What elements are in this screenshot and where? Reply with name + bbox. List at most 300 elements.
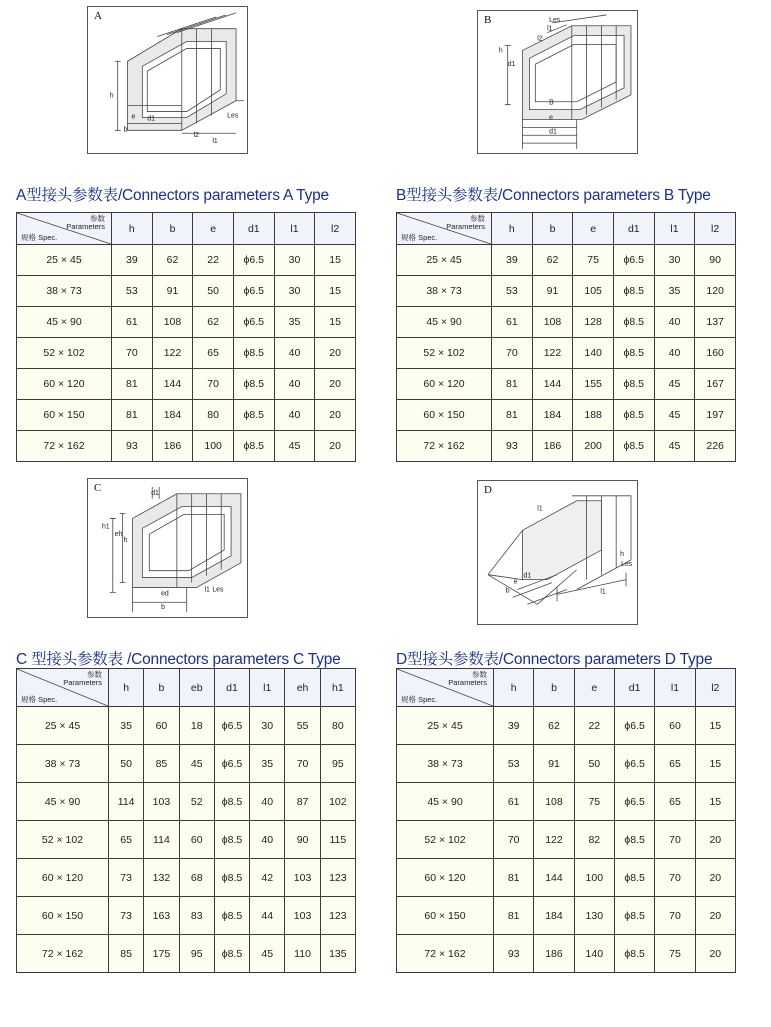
cell: 18 bbox=[179, 707, 214, 745]
cell: 62 bbox=[534, 707, 574, 745]
cell: 15 bbox=[695, 783, 735, 821]
cell: 50 bbox=[109, 745, 144, 783]
cell: 45 bbox=[654, 369, 695, 400]
cell: 81 bbox=[112, 369, 153, 400]
col-header: eb bbox=[179, 669, 214, 707]
col-header: l2 bbox=[695, 213, 736, 245]
corner-bottom: 规格 Spec. bbox=[401, 695, 438, 704]
table-row bbox=[17, 783, 356, 821]
cell: 52 bbox=[179, 783, 214, 821]
cell: 70 bbox=[193, 369, 234, 400]
cell: 80 bbox=[193, 400, 234, 431]
cell: 75 bbox=[574, 783, 614, 821]
cell: ϕ8.5 bbox=[214, 821, 249, 859]
dim-label-l1: l1 bbox=[547, 25, 553, 33]
cell: 65 bbox=[655, 745, 695, 783]
dim-label-b: b bbox=[505, 587, 510, 595]
cell: 20 bbox=[695, 859, 735, 897]
dim-label-h: h bbox=[123, 537, 128, 545]
corner-top2: Parameters bbox=[446, 222, 485, 231]
table-row bbox=[17, 307, 356, 338]
cell: 200 bbox=[573, 431, 614, 462]
table-row bbox=[397, 245, 736, 276]
cell: 80 bbox=[320, 707, 355, 745]
cell: 100 bbox=[574, 859, 614, 897]
cell: 45 × 90 bbox=[17, 307, 112, 338]
cell: 15 bbox=[315, 245, 356, 276]
col-header: h1 bbox=[320, 669, 355, 707]
cell: ϕ6.5 bbox=[614, 707, 654, 745]
corner-header bbox=[17, 213, 112, 245]
cell: ϕ6.5 bbox=[614, 783, 654, 821]
diagram-letter-d: D bbox=[484, 484, 492, 496]
cell: 22 bbox=[574, 707, 614, 745]
cell: 60 × 120 bbox=[397, 369, 492, 400]
cell: 108 bbox=[534, 783, 574, 821]
dim-label-e: e bbox=[131, 113, 136, 121]
cell: 91 bbox=[152, 276, 193, 307]
col-header: d1 bbox=[614, 669, 654, 707]
cell: 72 × 162 bbox=[17, 431, 112, 462]
col-header: l1 bbox=[274, 213, 315, 245]
cell: 38 × 73 bbox=[397, 745, 494, 783]
cell: 62 bbox=[152, 245, 193, 276]
connector-diagram-c bbox=[87, 478, 248, 618]
cell: 35 bbox=[250, 745, 285, 783]
cell: 226 bbox=[695, 431, 736, 462]
cell: 103 bbox=[285, 859, 320, 897]
cell: 60 × 150 bbox=[17, 897, 109, 935]
cell: 186 bbox=[152, 431, 193, 462]
cell: 45 bbox=[274, 431, 315, 462]
table-row bbox=[17, 400, 356, 431]
cell: 122 bbox=[152, 338, 193, 369]
cell: 15 bbox=[315, 307, 356, 338]
dim-label-d: d1 bbox=[549, 128, 557, 136]
dim-label-ed: ed bbox=[161, 590, 169, 598]
cell: 45 × 90 bbox=[17, 783, 109, 821]
col-header: l1 bbox=[250, 669, 285, 707]
connector-b-drawing bbox=[478, 11, 637, 153]
cell: 62 bbox=[193, 307, 234, 338]
table-a bbox=[16, 212, 356, 462]
table-row bbox=[397, 400, 736, 431]
corner-header bbox=[397, 213, 492, 245]
cell: 45 bbox=[179, 745, 214, 783]
cell: 60 bbox=[655, 707, 695, 745]
cell: 40 bbox=[274, 369, 315, 400]
cell: 81 bbox=[494, 897, 534, 935]
cell: 82 bbox=[574, 821, 614, 859]
corner-bottom: 规格 Spec. bbox=[21, 695, 58, 704]
cell: ϕ8.5 bbox=[614, 897, 654, 935]
cell: 44 bbox=[250, 897, 285, 935]
cell: 197 bbox=[695, 400, 736, 431]
table-row bbox=[17, 821, 356, 859]
col-header: h bbox=[492, 213, 533, 245]
col-header: e bbox=[573, 213, 614, 245]
cell: 60 × 150 bbox=[397, 897, 494, 935]
cell: ϕ8.5 bbox=[614, 935, 654, 973]
cell: ϕ8.5 bbox=[233, 400, 274, 431]
cell: 15 bbox=[695, 707, 735, 745]
table-row bbox=[17, 276, 356, 307]
cell: 40 bbox=[274, 400, 315, 431]
cell: 70 bbox=[112, 338, 153, 369]
cell: 110 bbox=[285, 935, 320, 973]
cell: ϕ6.5 bbox=[233, 307, 274, 338]
dim-label-l: l1 bbox=[600, 588, 606, 596]
dim-label-l1: l1 bbox=[204, 586, 210, 594]
cell: 144 bbox=[152, 369, 193, 400]
cell: 140 bbox=[573, 338, 614, 369]
cell: 72 × 162 bbox=[397, 431, 492, 462]
col-header: d1 bbox=[214, 669, 249, 707]
cell: 75 bbox=[655, 935, 695, 973]
cell: 135 bbox=[320, 935, 355, 973]
dim-label-h: h bbox=[109, 92, 114, 100]
cell: ϕ8.5 bbox=[233, 369, 274, 400]
cell: 15 bbox=[315, 276, 356, 307]
cell: 186 bbox=[534, 935, 574, 973]
cell: ϕ6.5 bbox=[233, 245, 274, 276]
cell: 61 bbox=[494, 783, 534, 821]
cell: 20 bbox=[315, 431, 356, 462]
cell: 184 bbox=[532, 400, 573, 431]
connector-diagram-b bbox=[477, 10, 638, 154]
cell: 60 × 120 bbox=[17, 369, 112, 400]
cell: 70 bbox=[285, 745, 320, 783]
cell: ϕ6.5 bbox=[613, 245, 654, 276]
cell: ϕ8.5 bbox=[613, 369, 654, 400]
cell: 186 bbox=[532, 431, 573, 462]
cell: ϕ8.5 bbox=[233, 338, 274, 369]
dim-label-e: e bbox=[549, 114, 553, 122]
cell: 163 bbox=[144, 897, 179, 935]
connector-diagram-d bbox=[477, 480, 638, 625]
cell: 15 bbox=[695, 745, 735, 783]
cell: 65 bbox=[109, 821, 144, 859]
table-a-title: A型接头参数表/Connectors parameters A Type bbox=[16, 187, 329, 204]
cell: 91 bbox=[532, 276, 573, 307]
cell: 108 bbox=[532, 307, 573, 338]
cell: 70 bbox=[655, 821, 695, 859]
cell: 122 bbox=[534, 821, 574, 859]
cell: 45 bbox=[654, 431, 695, 462]
cell: 35 bbox=[654, 276, 695, 307]
cell: 72 × 162 bbox=[397, 935, 494, 973]
cell: 72 × 162 bbox=[17, 935, 109, 973]
cell: 52 × 102 bbox=[17, 338, 112, 369]
cell: 122 bbox=[532, 338, 573, 369]
table-row bbox=[397, 431, 736, 462]
connector-d-drawing bbox=[478, 481, 637, 624]
dim-label-les: Les bbox=[621, 560, 633, 568]
table-row bbox=[397, 935, 736, 973]
cell: 65 bbox=[655, 783, 695, 821]
dim-label-les: Les bbox=[549, 16, 561, 24]
col-header: b bbox=[152, 213, 193, 245]
cell: 40 bbox=[654, 338, 695, 369]
cell: 39 bbox=[112, 245, 153, 276]
cell: 70 bbox=[494, 821, 534, 859]
cell: 95 bbox=[179, 935, 214, 973]
cell: 38 × 73 bbox=[17, 745, 109, 783]
corner-top2: Parameters bbox=[63, 678, 102, 687]
cell: 144 bbox=[532, 369, 573, 400]
cell: 22 bbox=[193, 245, 234, 276]
connector-a-drawing bbox=[88, 7, 247, 153]
cell: 114 bbox=[144, 821, 179, 859]
cell: 81 bbox=[112, 400, 153, 431]
cell: ϕ8.5 bbox=[613, 431, 654, 462]
cell: 81 bbox=[492, 369, 533, 400]
cell: ϕ8.5 bbox=[614, 821, 654, 859]
cell: 45 × 90 bbox=[397, 783, 494, 821]
cell: 103 bbox=[285, 897, 320, 935]
table-row bbox=[397, 859, 736, 897]
cell: 25 × 45 bbox=[397, 245, 492, 276]
cell: 83 bbox=[179, 897, 214, 935]
col-header: e bbox=[574, 669, 614, 707]
cell: 175 bbox=[144, 935, 179, 973]
table-row bbox=[397, 338, 736, 369]
table-b bbox=[396, 212, 736, 462]
cell: 81 bbox=[494, 859, 534, 897]
connector-diagram-a bbox=[87, 6, 248, 154]
cell: 73 bbox=[109, 897, 144, 935]
cell: 60 bbox=[144, 707, 179, 745]
corner-header bbox=[17, 669, 109, 707]
cell: 38 × 73 bbox=[397, 276, 492, 307]
col-header: b bbox=[532, 213, 573, 245]
dim-label-les: Les bbox=[227, 112, 239, 120]
cell: 140 bbox=[574, 935, 614, 973]
cell: 50 bbox=[193, 276, 234, 307]
cell: 45 bbox=[250, 935, 285, 973]
cell: 90 bbox=[285, 821, 320, 859]
dim-label-b: b bbox=[161, 604, 165, 612]
cell: 70 bbox=[492, 338, 533, 369]
cell: 52 × 102 bbox=[397, 821, 494, 859]
dim-label-d1: d1 bbox=[523, 572, 532, 580]
table-d-title: D型接头参数表/Connectors parameters D Type bbox=[396, 651, 713, 668]
cell: 132 bbox=[144, 859, 179, 897]
cell: 55 bbox=[285, 707, 320, 745]
cell: ϕ6.5 bbox=[214, 745, 249, 783]
cell: 30 bbox=[250, 707, 285, 745]
table-row bbox=[397, 307, 736, 338]
diagram-letter-c: C bbox=[94, 482, 102, 494]
cell: 167 bbox=[695, 369, 736, 400]
corner-top1: 参数 bbox=[90, 214, 105, 223]
cell: 87 bbox=[285, 783, 320, 821]
col-header: eh bbox=[285, 669, 320, 707]
cell: 103 bbox=[144, 783, 179, 821]
cell: 184 bbox=[152, 400, 193, 431]
dim-label-d1: d1 bbox=[151, 489, 159, 497]
cell: 81 bbox=[492, 400, 533, 431]
dim-label-eh: eh bbox=[114, 531, 123, 539]
cell: 40 bbox=[250, 783, 285, 821]
cell: 53 bbox=[112, 276, 153, 307]
col-header: e bbox=[193, 213, 234, 245]
table-row bbox=[397, 369, 736, 400]
table-row bbox=[17, 431, 356, 462]
cell: 120 bbox=[695, 276, 736, 307]
cell: 50 bbox=[574, 745, 614, 783]
cell: 108 bbox=[152, 307, 193, 338]
cell: 62 bbox=[532, 245, 573, 276]
cell: 40 bbox=[250, 821, 285, 859]
col-header: d1 bbox=[613, 213, 654, 245]
table-row bbox=[17, 745, 356, 783]
table-row bbox=[397, 783, 736, 821]
cell: 184 bbox=[534, 897, 574, 935]
cell: ϕ8.5 bbox=[233, 431, 274, 462]
cell: 115 bbox=[320, 821, 355, 859]
col-header: b bbox=[534, 669, 574, 707]
cell: 130 bbox=[574, 897, 614, 935]
cell: 53 bbox=[492, 276, 533, 307]
table-row bbox=[397, 707, 736, 745]
col-header: l2 bbox=[315, 213, 356, 245]
cell: 68 bbox=[179, 859, 214, 897]
cell: 30 bbox=[274, 276, 315, 307]
corner-top2: Parameters bbox=[66, 222, 105, 231]
cell: 20 bbox=[315, 369, 356, 400]
cell: 25 × 45 bbox=[397, 707, 494, 745]
dim-label-h: h bbox=[498, 47, 503, 55]
cell: 52 × 102 bbox=[17, 821, 109, 859]
cell: ϕ8.5 bbox=[613, 276, 654, 307]
cell: 52 × 102 bbox=[397, 338, 492, 369]
dim-label-l1: l1 bbox=[537, 505, 543, 513]
cell: 160 bbox=[695, 338, 736, 369]
cell: 75 bbox=[573, 245, 614, 276]
dim-label-l2: l2 bbox=[193, 132, 200, 140]
cell: ϕ8.5 bbox=[613, 307, 654, 338]
table-row bbox=[397, 897, 736, 935]
cell: 102 bbox=[320, 783, 355, 821]
cell: 93 bbox=[494, 935, 534, 973]
cell: 70 bbox=[655, 859, 695, 897]
cell: 60 bbox=[179, 821, 214, 859]
dim-label-l1: l1 bbox=[212, 138, 218, 146]
table-c bbox=[16, 668, 356, 973]
cell: 123 bbox=[320, 859, 355, 897]
dim-label-d1: d1 bbox=[507, 61, 516, 69]
cell: 45 × 90 bbox=[397, 307, 492, 338]
cell: ϕ8.5 bbox=[613, 338, 654, 369]
cell: 73 bbox=[109, 859, 144, 897]
corner-bottom: 规格 Spec. bbox=[21, 233, 58, 242]
table-row bbox=[17, 935, 356, 973]
dim-label-h1: h1 bbox=[101, 523, 110, 531]
cell: 30 bbox=[654, 245, 695, 276]
table-row bbox=[17, 897, 356, 935]
cell: 65 bbox=[193, 338, 234, 369]
table-d bbox=[396, 668, 736, 973]
cell: 45 bbox=[654, 400, 695, 431]
dim-label-h: h bbox=[620, 550, 624, 558]
table-row bbox=[17, 245, 356, 276]
cell: 90 bbox=[695, 245, 736, 276]
col-header: b bbox=[144, 669, 179, 707]
cell: 155 bbox=[573, 369, 614, 400]
cell: 35 bbox=[274, 307, 315, 338]
cell: 123 bbox=[320, 897, 355, 935]
cell: 25 × 45 bbox=[17, 245, 112, 276]
cell: 60 × 150 bbox=[17, 400, 112, 431]
cell: 188 bbox=[573, 400, 614, 431]
cell: 53 bbox=[494, 745, 534, 783]
dim-label-d1: d1 bbox=[147, 115, 155, 123]
table-c-title: C 型接头参数表 /Connectors parameters C Type bbox=[16, 651, 341, 668]
table-row bbox=[397, 745, 736, 783]
corner-top1: 参数 bbox=[470, 214, 485, 223]
cell: 20 bbox=[695, 935, 735, 973]
table-row bbox=[397, 821, 736, 859]
col-header: h bbox=[112, 213, 153, 245]
cell: 40 bbox=[654, 307, 695, 338]
dim-label-e: e bbox=[513, 578, 518, 586]
cell: 40 bbox=[274, 338, 315, 369]
table-row bbox=[17, 338, 356, 369]
cell: ϕ8.5 bbox=[214, 897, 249, 935]
cell: 85 bbox=[144, 745, 179, 783]
table-row bbox=[17, 859, 356, 897]
cell: ϕ8.5 bbox=[614, 859, 654, 897]
diagram-letter-b: B bbox=[484, 14, 492, 26]
table-row bbox=[397, 276, 736, 307]
cell: ϕ6.5 bbox=[233, 276, 274, 307]
cell: 137 bbox=[695, 307, 736, 338]
cell: 114 bbox=[109, 783, 144, 821]
cell: ϕ6.5 bbox=[614, 745, 654, 783]
cell: 39 bbox=[492, 245, 533, 276]
table-row bbox=[17, 369, 356, 400]
cell: 20 bbox=[695, 821, 735, 859]
cell: 100 bbox=[193, 431, 234, 462]
table-row bbox=[17, 707, 356, 745]
cell: 91 bbox=[534, 745, 574, 783]
dim-label-B: B bbox=[549, 99, 554, 107]
cell: 85 bbox=[109, 935, 144, 973]
col-header: l2 bbox=[695, 669, 735, 707]
cell: 95 bbox=[320, 745, 355, 783]
dim-label-les: Les bbox=[212, 586, 224, 594]
cell: 35 bbox=[109, 707, 144, 745]
cell: 39 bbox=[494, 707, 534, 745]
cell: 144 bbox=[534, 859, 574, 897]
cell: 70 bbox=[655, 897, 695, 935]
cell: 60 × 120 bbox=[17, 859, 109, 897]
dim-label-l2: l2 bbox=[537, 35, 543, 43]
table-b-title: B型接头参数表/Connectors parameters B Type bbox=[396, 187, 711, 204]
cell: 38 × 73 bbox=[17, 276, 112, 307]
col-header: h bbox=[494, 669, 534, 707]
diagram-letter-a: A bbox=[94, 10, 102, 22]
dim-label-b: b bbox=[123, 126, 128, 134]
cell: 20 bbox=[315, 400, 356, 431]
cell: ϕ8.5 bbox=[214, 859, 249, 897]
cell: 128 bbox=[573, 307, 614, 338]
corner-top1: 参数 bbox=[472, 670, 487, 679]
cell: 61 bbox=[112, 307, 153, 338]
cell: 60 × 150 bbox=[397, 400, 492, 431]
col-header: h bbox=[109, 669, 144, 707]
